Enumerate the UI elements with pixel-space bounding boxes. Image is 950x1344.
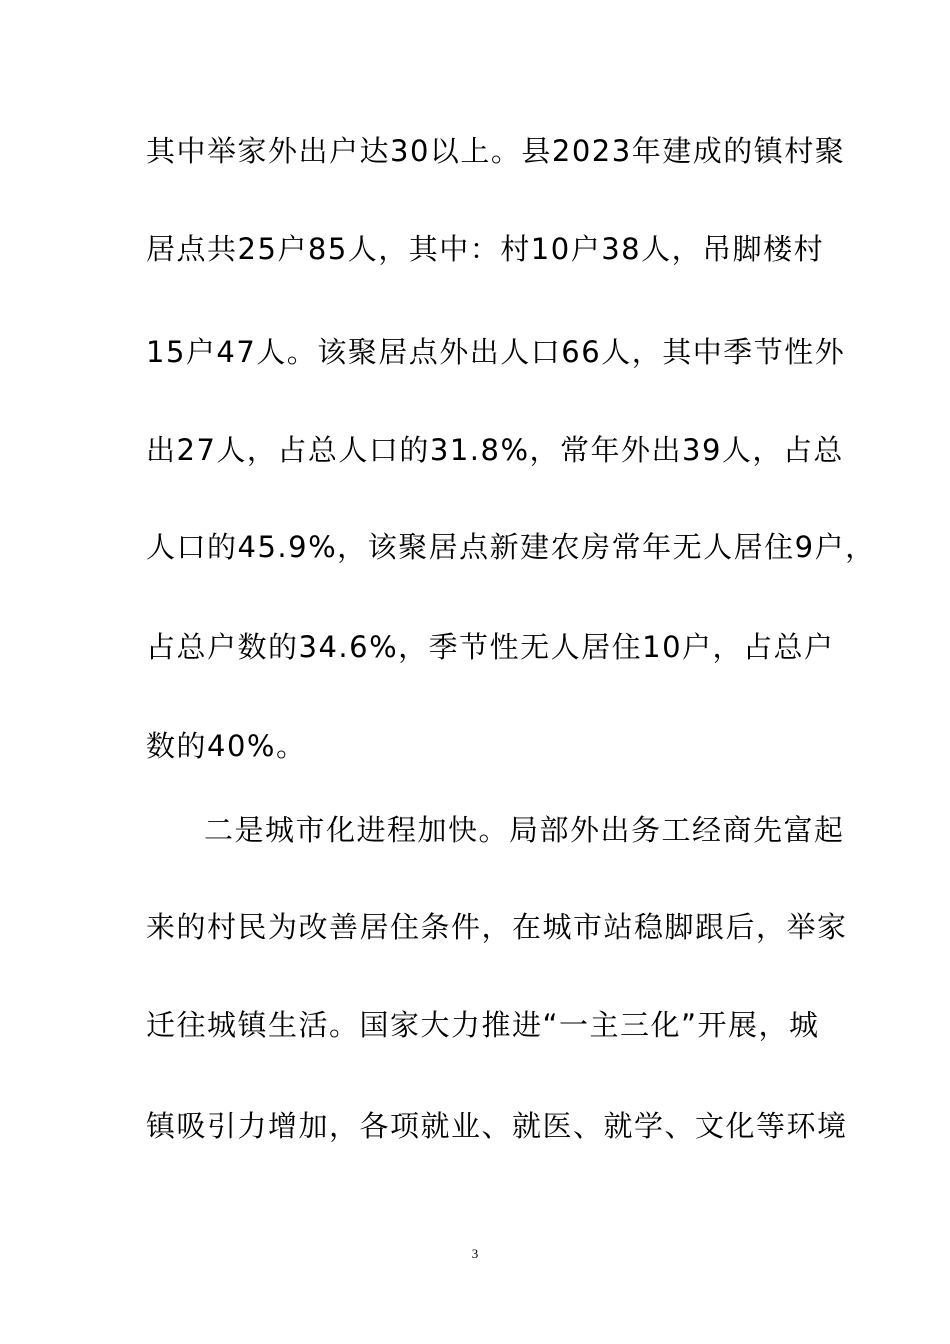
text-line-3: 15户47人。该聚居点外出人口66人，其中季节性外 [146, 335, 846, 369]
text-line-1: 其中举家外出户达30以上。县2023年建成的镇村聚 [146, 134, 846, 168]
text-line-10: 迁往城镇生活。国家大力推进“一主三化”开展，城 [146, 1008, 820, 1042]
text-line-5: 人口的45.9%，该聚居点新建农房常年无人居住9户， [146, 530, 876, 564]
text-line-8: 二是城市化进程加快。局部外出务工经商先富起 [204, 813, 845, 847]
text-line-6: 占总户数的34.6%，季节性无人居住10户，占总户 [146, 630, 835, 664]
text-line-11: 镇吸引力增加，各项就业、就医、就学、文化等环境 [146, 1109, 848, 1143]
text-line-2: 居点共25户85人，其中：村10户38人，吊脚楼村 [146, 232, 825, 266]
page-number: 3 [471, 1246, 479, 1261]
text-line-9: 来的村民为改善居住条件，在城市站稳脚跟后，举家 [146, 910, 848, 944]
text-line-7: 数的40%。 [146, 729, 307, 763]
text-line-4: 出27人，占总人口的31.8%，常年外出39人，占总 [146, 433, 844, 467]
